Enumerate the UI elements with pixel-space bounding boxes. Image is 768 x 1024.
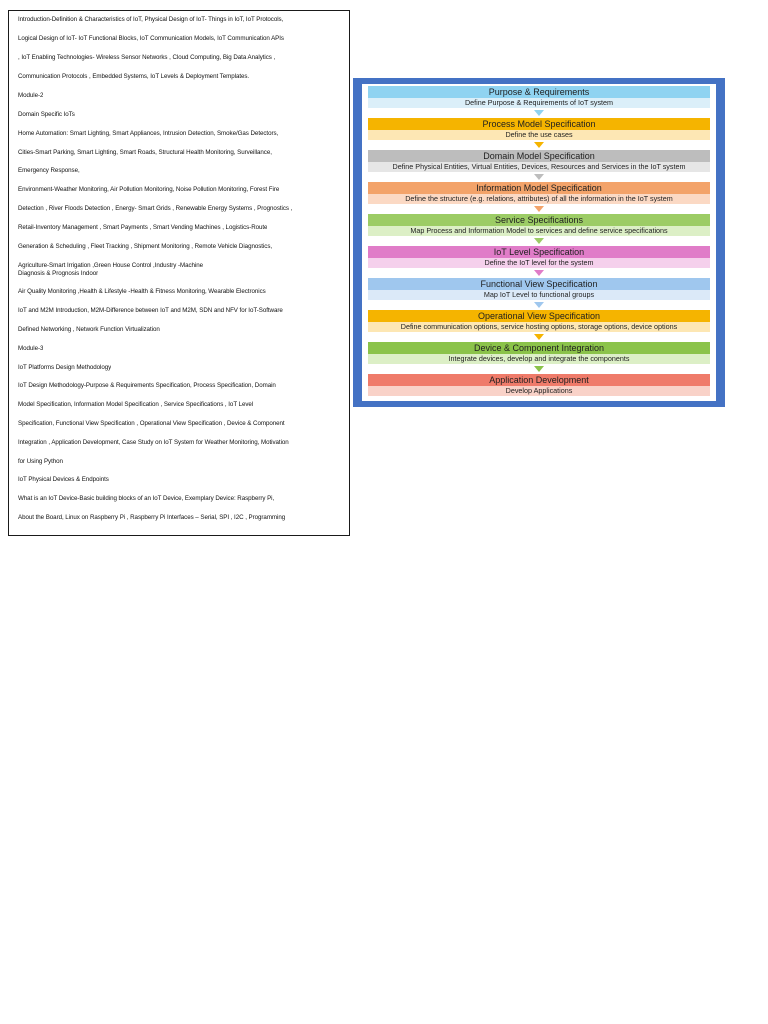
syllabus-line: for Using Python — [18, 458, 63, 465]
step-description: Define the structure (e.g. relations, attributes) of all the information in the IoT system — [368, 194, 710, 204]
syllabus-line: Logical Design of IoT- IoT Functional Blocks, IoT Communication Models, IoT Communication APIs — [18, 35, 284, 42]
syllabus-line: Emergency Response, — [18, 167, 80, 174]
syllabus-line: Generation & Scheduling , Fleet Tracking , Shipment Monitoring , Remote Vehicle Diagnostics, — [18, 243, 273, 250]
syllabus-line: Cities-Smart Parking, Smart Lighting, Smart Roads, Structural Health Monitoring, Surveillance, — [18, 149, 272, 156]
step-title: Process Model Specification — [368, 118, 710, 130]
syllabus-line: Module-2 — [18, 92, 44, 99]
down-arrow-icon — [534, 174, 544, 180]
step-title: Functional View Specification — [368, 278, 710, 290]
step-title: Service Specifications — [368, 214, 710, 226]
syllabus-line: Specification, Functional View Specification , Operational View Specification , Device & Component — [18, 420, 285, 427]
methodology-step — [368, 342, 710, 366]
syllabus-line: Detection , River Floods Detection , Energy- Smart Grids , Renewable Energy Systems , Prognostics , — [18, 205, 293, 212]
syllabus-line: Module-3 — [18, 345, 44, 352]
step-description: Develop Applications — [368, 386, 710, 396]
syllabus-line: IoT Physical Devices & Endpoints — [18, 476, 109, 483]
syllabus-text-box — [8, 10, 350, 536]
step-title: IoT Level Specification — [368, 246, 710, 258]
methodology-step — [368, 278, 710, 302]
syllabus-line: Retail-Inventory Management , Smart Payments , Smart Vending Machines , Logistics-Route — [18, 224, 268, 231]
down-arrow-icon — [534, 334, 544, 340]
down-arrow-icon — [534, 206, 544, 212]
methodology-step — [368, 86, 710, 110]
methodology-step — [368, 310, 710, 334]
step-title: Application Development — [368, 374, 710, 386]
syllabus-line: Introduction-Definition & Characteristics of IoT, Physical Design of IoT- Things in IoT, IoT Protocols, — [18, 16, 284, 23]
down-arrow-icon — [534, 366, 544, 372]
syllabus-line: Domain Specific IoTs — [18, 111, 75, 118]
syllabus-line: What is an IoT Device-Basic building blocks of an IoT Device, Exemplary Device: Raspberry Pi, — [18, 495, 275, 502]
syllabus-line: Home Automation: Smart Lighting, Smart Appliances, Intrusion Detection, Smoke/Gas Detectors, — [18, 130, 279, 137]
syllabus-line: IoT and M2M Introduction, M2M-Difference between IoT and M2M, SDN and NFV for IoT-Software — [18, 307, 283, 314]
methodology-step — [368, 118, 710, 142]
step-description: Map Process and Information Model to services and define service specifications — [368, 226, 710, 236]
step-title: Purpose & Requirements — [368, 86, 710, 98]
syllabus-line: About the Board, Linux on Raspberry Pi , Raspberry Pi Interfaces – Serial, SPI , I2C , Programming — [18, 514, 286, 521]
step-description: Map IoT Level to functional groups — [368, 290, 710, 300]
syllabus-line: IoT Platforms Design Methodology — [18, 364, 112, 371]
syllabus-line: Air Quality Monitoring ,Health & Lifestyle -Health & Fitness Monitoring, Wearable Electronics — [18, 288, 266, 295]
syllabus-line: IoT Design Methodology-Purpose & Requirements Specification, Process Specification, Domain — [18, 382, 276, 389]
step-title: Information Model Specification — [368, 182, 710, 194]
down-arrow-icon — [534, 238, 544, 244]
step-description: Define the IoT level for the system — [368, 258, 710, 268]
methodology-step — [368, 374, 710, 398]
methodology-step — [368, 214, 710, 238]
down-arrow-icon — [534, 302, 544, 308]
syllabus-line: Diagnosis & Prognosis Indoor — [18, 270, 99, 277]
methodology-step — [368, 246, 710, 270]
down-arrow-icon — [534, 142, 544, 148]
down-arrow-icon — [534, 110, 544, 116]
step-description: Define Purpose & Requirements of IoT system — [368, 98, 710, 108]
iot-design-methodology-diagram — [353, 78, 725, 407]
methodology-step — [368, 182, 710, 206]
syllabus-line: Agriculture-Smart Irrigation ,Green House Control ,Industry -Machine — [18, 262, 204, 269]
syllabus-line: Defined Networking , Network Function Virtualization — [18, 326, 160, 333]
diagram-canvas — [362, 84, 716, 401]
syllabus-line: Environment-Weather Monitoring, Air Pollution Monitoring, Noise Pollution Monitoring, Forest Fire — [18, 186, 280, 193]
syllabus-line: Integration , Application Development, Case Study on IoT System for Weather Monitoring, Motivation — [18, 439, 289, 446]
step-title: Operational View Specification — [368, 310, 710, 322]
syllabus-line: Model Specification, Information Model Specification , Service Specifications , IoT Level — [18, 401, 254, 408]
step-title: Domain Model Specification — [368, 150, 710, 162]
syllabus-line: Communication Protocols , Embedded Systems, IoT Levels & Deployment Templates. — [18, 73, 250, 80]
step-description: Define the use cases — [368, 130, 710, 140]
methodology-step — [368, 150, 710, 174]
step-title: Device & Component Integration — [368, 342, 710, 354]
step-description: Define Physical Entities, Virtual Entities, Devices, Resources and Services in the IoT system — [368, 162, 710, 172]
down-arrow-icon — [534, 270, 544, 276]
syllabus-line: , IoT Enabling Technologies- Wireless Sensor Networks , Cloud Computing, Big Data Analytics , — [18, 54, 276, 61]
step-description: Integrate devices, develop and integrate the components — [368, 354, 710, 364]
step-description: Define communication options, service hosting options, storage options, device options — [368, 322, 710, 332]
